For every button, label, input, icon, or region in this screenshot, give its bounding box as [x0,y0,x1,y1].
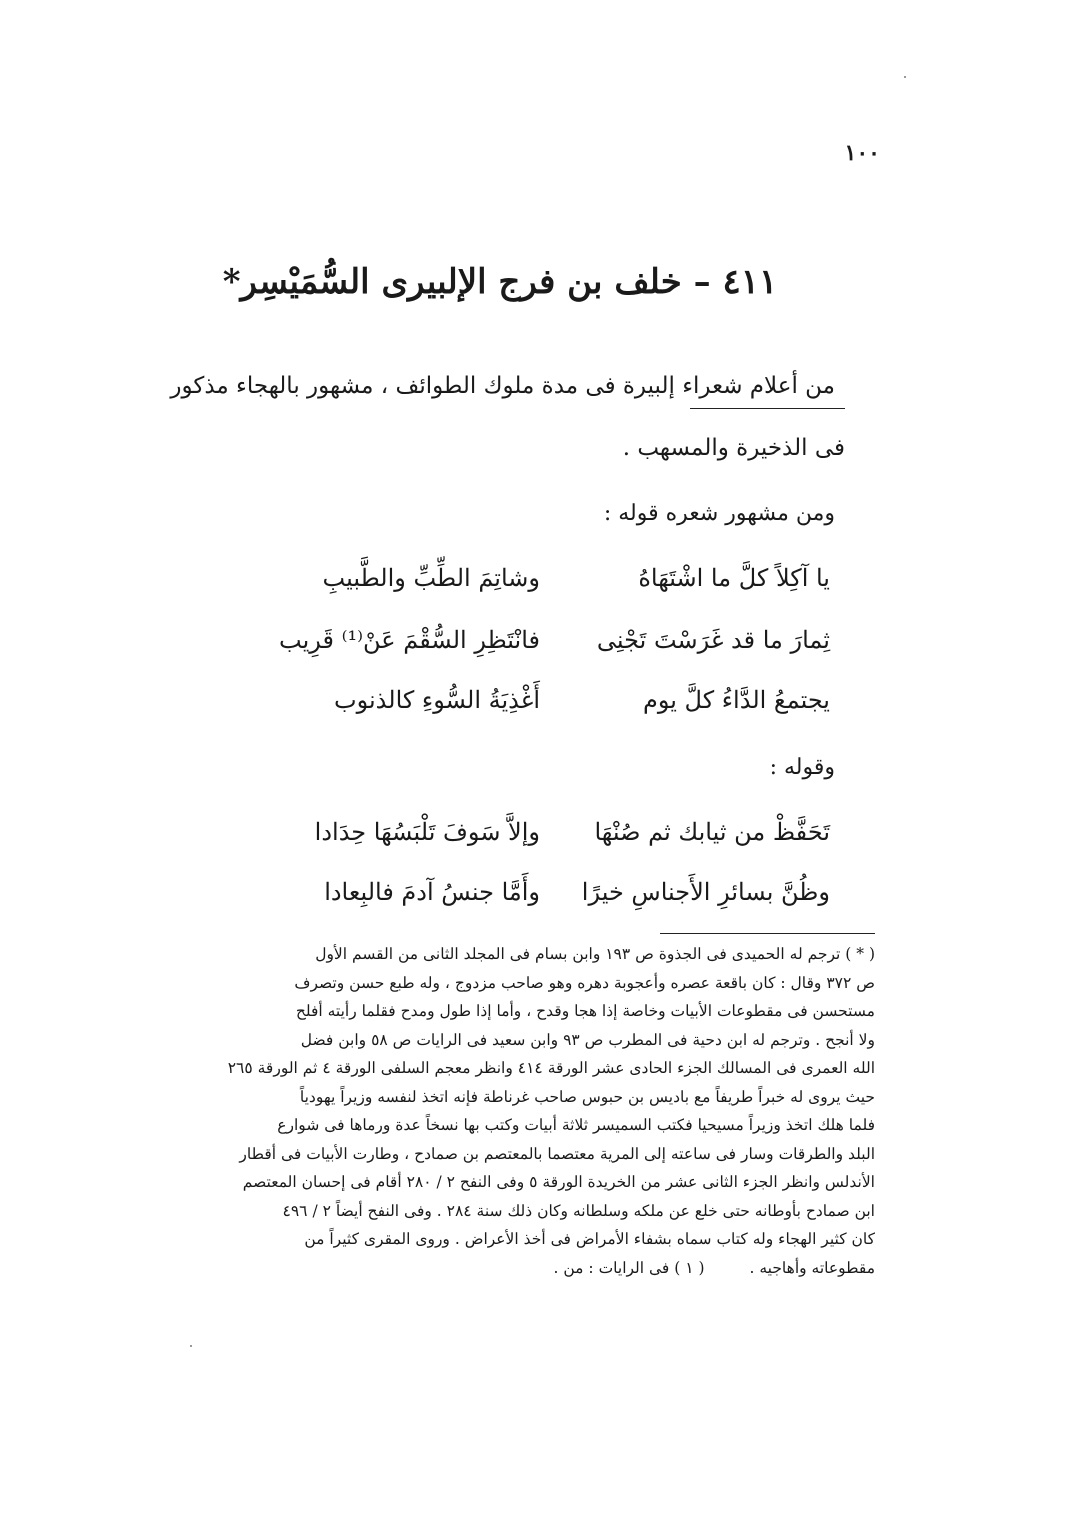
footnote-line: كان كثير الهجاء وله كتاب سماه بشفاء الأمراض فى أخذ الأعراض . وروى المقرى كثيراً من [304,1230,875,1248]
footnote-line: حيث يروى له خبراً طريفاً مع باديس بن حبوس صاحب غرناطة فإنه اتخذ لنفسه وزيراً يهودياً [299,1087,875,1106]
footnote-line: ابن صمادح بأوطانه حتى خلع عن ملكه وسلطانه وكان ذلك سنة ٢٨٤ . وفى النفح أيضاً ٢ / ٤٩٦ [282,1201,875,1220]
footnote-line: مستحسن فى مقطوعات الأبيات وخاصة إذا هجا وقدح ، وأما إذا طول ومدح فقلما رأيته أفلح [295,1002,875,1020]
intro-line-1: من أعلام شعراء إلبيرة فى مدة ملوك الطوائف ، مشهور بالهجاء مذكور [170,373,835,399]
poem-2-verse-2 [230,864,830,920]
poem-2-intro: وقوله : [769,755,835,780]
poem-1-intro: ومن مشهور شعره قوله : [603,501,835,526]
verse-first-hemistich: تَحَفَّظْ من ثيابك ثم صُنْهَا [594,818,830,846]
footnote-line: الله العمرى فى المسالك الجزء الحادى عشر الورقة ٤١٤ وانظر معجم السلفى الورقة ٤ ثم الورقة ٢٦٥ [227,1059,875,1077]
footnote-line: ص ٣٧٢ وقال : كان باقعة عصره وأعجوبة دهره وهو صاحب مزدوج ، وله طبع حسن وتصرف [294,973,875,992]
poem-2-verse-1 [230,804,830,860]
poem-1-verse-1 [230,550,830,606]
footnote-separator [660,933,875,934]
verse-first-hemistich: ثِمارَ ما قد غَرَسْتَ تَجْنِى [596,626,830,654]
intro-paragraph [170,358,835,414]
verse-second-hemistich: وأَمَّا جنسُ آدمَ فالبِعادا [324,878,540,906]
footnote-line: ( * ) ترجم له الحميدى فى الجذوة ص ١٩٣ وابن بسام فى المجلد الثانى من القسم الأول [315,945,875,963]
scan-speck [190,1345,192,1347]
verse-first-hemistich: يا آكِلاً كلَّ ما اشْتَهَاهُ [638,564,830,592]
verse-first-hemistich: يجتمعُ الدَّاءُ كلَّ يوم [642,686,830,714]
entry-title: ٤١١ – خلف بن فرج الإلبيرى السُّمَيْسِر* [222,262,778,302]
intro-line-2: فى الذخيرة والمسهب . [622,435,845,461]
footnotes [190,940,875,1282]
footnote-line: فلما هلك اتخذ وزيراً مسيحيا فكتب السميسر ثلاثة أبيات وكتب بها نسخاً عدة ورماها فى شوارع [277,1116,875,1134]
scan-speck [904,76,906,78]
intro-underline [690,408,845,409]
verse-second-hemistich: وإلاَّ سَوفَ تَلْبَسُهَا حِدَادا [314,818,540,846]
verse-second-hemistich: فانْتَظِرِ السُّقْمَ عَنْ⁽¹⁾ قَرِيب [279,626,540,654]
footnote-1: ( ١ ) فى الرايات : من . [553,1258,705,1277]
poem-1-verse-3 [230,672,830,728]
footnote-line: ولا أنجح . وترجم له ابن دحية فى المطرب ص ٩٣ وابن سعيد فى الرايات ص ٥٨ وابن فضل [300,1030,875,1049]
verse-first-hemistich: وظُنَّ بسائرِ الأَجناسِ خيرًا [581,878,830,906]
verse-second-hemistich: وشاتِمَ الطِّبِّ والطَّبيبِ [322,564,540,592]
footnote-line: البلد والطرقات وسار فى ساعته إلى المرية معتصما بالمعتصم بن صمادح ، وطارت الأبيات فى أقطار [239,1144,875,1163]
page-number: ١٠٠ [844,140,880,166]
footnote-line: الأندلس وانظر الجزء الثانى عشر من الخريدة الورقة ٥ وفى النفح ٢ / ٢٨٠ أقام فى إحسان المعتصم [242,1173,875,1191]
footnote-last-line [190,1254,875,1283]
footnote-last-text: مقطوعاته وأهاجيه . [749,1258,875,1277]
verse-second-hemistich: أَغْذِيَةُ السُّوءِ كالذنوب [333,686,540,714]
poem-1-verse-2 [230,612,830,668]
